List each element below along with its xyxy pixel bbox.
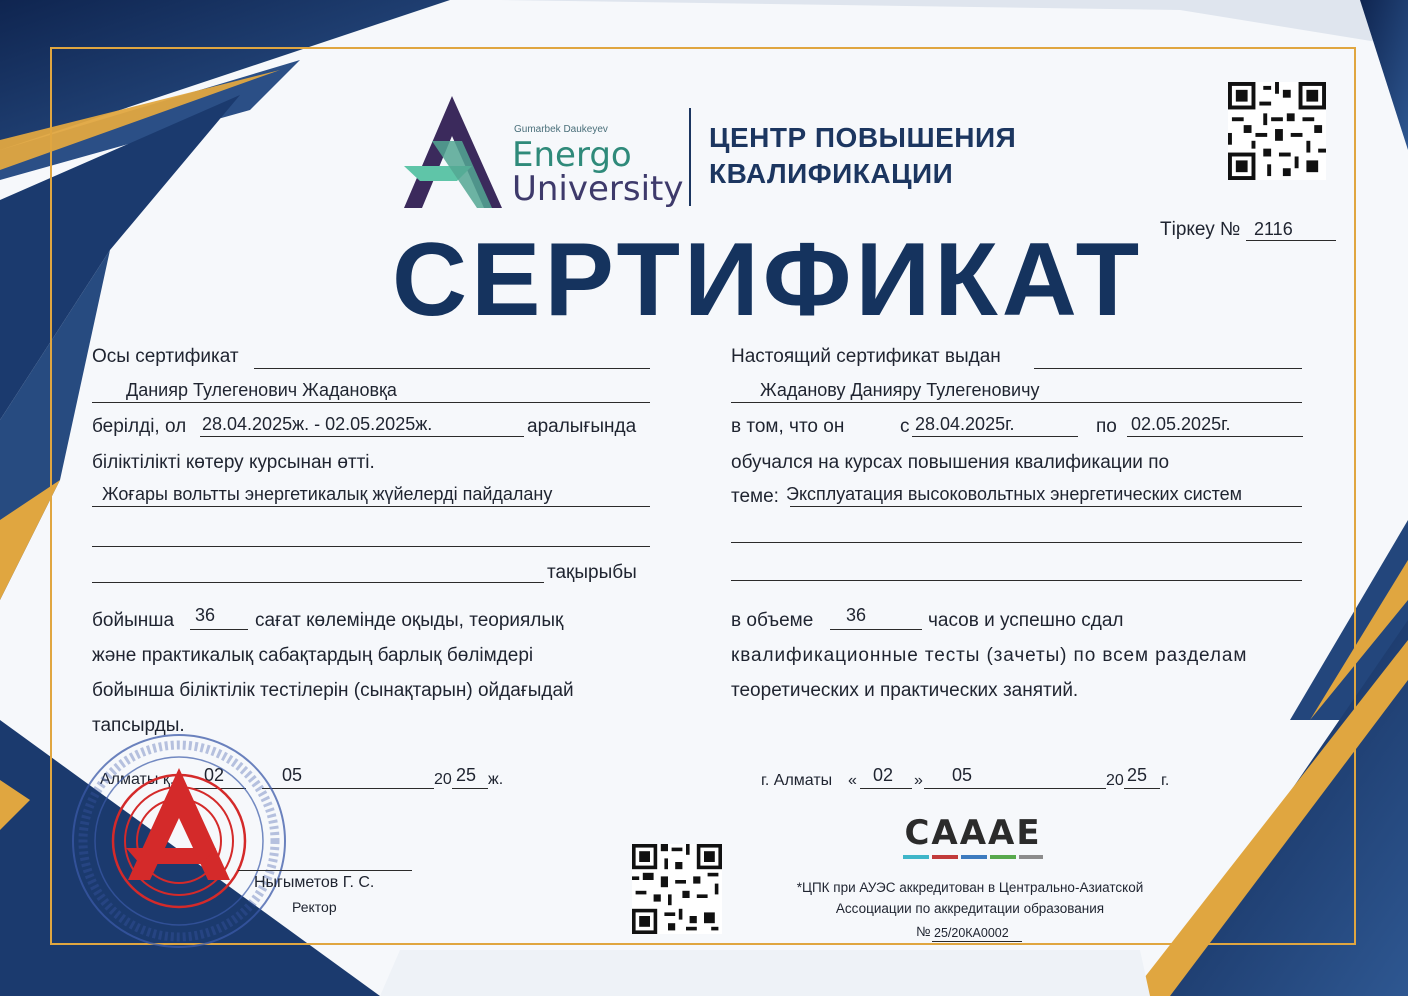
certificate-title: СЕРТИФИКАТ <box>392 222 1144 338</box>
kz-year-prefix: 20 <box>434 771 452 788</box>
ru-to: 02.05.2025г. <box>1131 414 1231 434</box>
kz-line3-start: берілді, ол <box>92 416 187 437</box>
ru-hours-prefix: в объеме <box>731 610 814 631</box>
kz-year: 25 <box>456 765 477 785</box>
kz-recipient: Данияр Тулегенович Жадановқа <box>126 380 397 400</box>
kz-line1: Осы сертификат <box>92 346 239 367</box>
accreditation-line2: Ассоциации по аккредитации образования <box>835 901 1105 916</box>
kz-underline-year <box>452 788 488 789</box>
ru-year-suffix: г. <box>1161 772 1170 789</box>
kz-year-suffix: ж. <box>488 771 504 788</box>
caaae-color-bars-icon <box>903 853 1043 861</box>
kz-underline-1 <box>254 368 650 369</box>
ru-recipient: Жаданову Данияру Тулегеновичу <box>760 380 1040 400</box>
ru-underline-month <box>924 788 1106 789</box>
accreditation-number-prefix: № <box>916 924 931 939</box>
kz-period: 28.04.2025ж. - 02.05.2025ж. <box>202 414 433 434</box>
energo-university-logo-icon <box>402 96 508 208</box>
ru-underline-4 <box>731 542 1302 543</box>
ru-hours: 36 <box>846 605 867 625</box>
registration-label: Тіркеу № <box>1160 219 1241 240</box>
kz-underline-3 <box>200 436 524 437</box>
ru-day: 02 <box>873 765 894 785</box>
kz-topic-suffix: тақырыбы <box>547 562 637 583</box>
caaae-logo: CAAAE <box>904 813 1042 853</box>
registration-number: 2116 <box>1254 219 1293 239</box>
kz-topic: Жоғары вольтты энергетикалық жүйелерді пайдалану <box>102 484 553 504</box>
accreditation-number: 25/20КА0002 <box>934 926 1009 940</box>
accreditation-number-underline <box>932 941 1022 942</box>
ru-underline-hours <box>830 629 922 630</box>
kz-underline-5 <box>92 546 650 547</box>
kz-hours-prefix: бойынша <box>92 610 175 631</box>
kz-day: 02 <box>204 765 225 785</box>
ru-hours-suffix: часов и успешно сдал <box>928 610 1124 631</box>
ru-quote-close: » <box>914 772 923 789</box>
registration-underline <box>1246 240 1336 241</box>
ru-line-c: теоретических и практических занятий. <box>731 680 1079 701</box>
ru-underline-year <box>1124 788 1160 789</box>
center-title <box>709 120 1016 192</box>
center-title-line2: КВАЛИФИКАЦИИ <box>709 158 954 189</box>
rector-name: Ныгыметов Г. С. <box>254 874 375 891</box>
university-name <box>512 135 684 209</box>
kz-line-d: тапсырды. <box>92 715 185 736</box>
qr-code-bottom-icon <box>632 844 722 934</box>
ru-from: 28.04.2025г. <box>915 414 1015 434</box>
ru-topic-label: теме: <box>731 486 779 507</box>
kz-hours-suffix: сағат көлемінде оқыды, теориялық <box>255 610 564 631</box>
ru-underline-1 <box>1034 368 1302 369</box>
ru-year-prefix: 20 <box>1106 772 1124 789</box>
rector-signature-line <box>238 870 412 871</box>
kz-underline-hours <box>190 629 248 630</box>
ru-line1: Настоящий сертификат выдан <box>731 346 1001 367</box>
kz-underline-6 <box>92 582 544 583</box>
kz-underline-4 <box>92 506 650 507</box>
university-name-line1: Energo <box>512 135 632 175</box>
ru-quote-open: « <box>848 772 857 789</box>
kz-line-b: және практикалық сабақтардың барлық бөлімдері <box>92 645 534 666</box>
ru-year: 25 <box>1127 765 1148 785</box>
accreditation-line1: *ЦПК при АУЭС аккредитован в Центрально-Азиатской <box>796 880 1144 895</box>
kz-line-c: бойынша біліктілік тестілерін (сынақтарын) ойдағыдай <box>92 680 574 701</box>
university-seal-icon <box>68 730 290 952</box>
ru-underline-to <box>1127 436 1303 437</box>
ru-underline-3 <box>790 506 1302 507</box>
ru-from-label: с <box>900 416 910 437</box>
kz-line4: біліктілікті көтеру курсынан өтті. <box>92 452 375 473</box>
kz-hours: 36 <box>195 605 216 625</box>
ru-underline-5 <box>731 580 1302 581</box>
ru-month: 05 <box>952 765 973 785</box>
university-small-name: Gumarbek Daukeyev <box>514 124 608 135</box>
ru-city: г. Алматы <box>761 772 833 789</box>
ru-topic: Эксплуатация высоковольтных энергетических систем <box>786 484 1243 504</box>
center-title-line1: ЦЕНТР ПОВЫШЕНИЯ <box>709 122 1017 153</box>
logo-separator <box>689 108 691 206</box>
ru-line4: обучался на курсах повышения квалификации по <box>731 452 1170 473</box>
ru-line3a: в том, что он <box>731 416 845 437</box>
ru-underline-from <box>912 436 1078 437</box>
kz-month: 05 <box>282 765 303 785</box>
ru-underline-2 <box>731 402 1302 403</box>
kz-line3-end: аралығында <box>527 416 637 437</box>
ru-to-label: по <box>1096 416 1117 437</box>
kz-underline-2 <box>92 402 650 403</box>
ru-line-b: квалификационные тесты (зачеты) по всем разделам <box>731 645 1248 666</box>
university-name-line2: University <box>512 169 684 209</box>
kz-city: Алматы қ. <box>100 771 175 788</box>
ru-underline-day <box>860 788 912 789</box>
qr-code-top-icon <box>1228 82 1326 180</box>
rector-title: Ректор <box>292 899 337 915</box>
